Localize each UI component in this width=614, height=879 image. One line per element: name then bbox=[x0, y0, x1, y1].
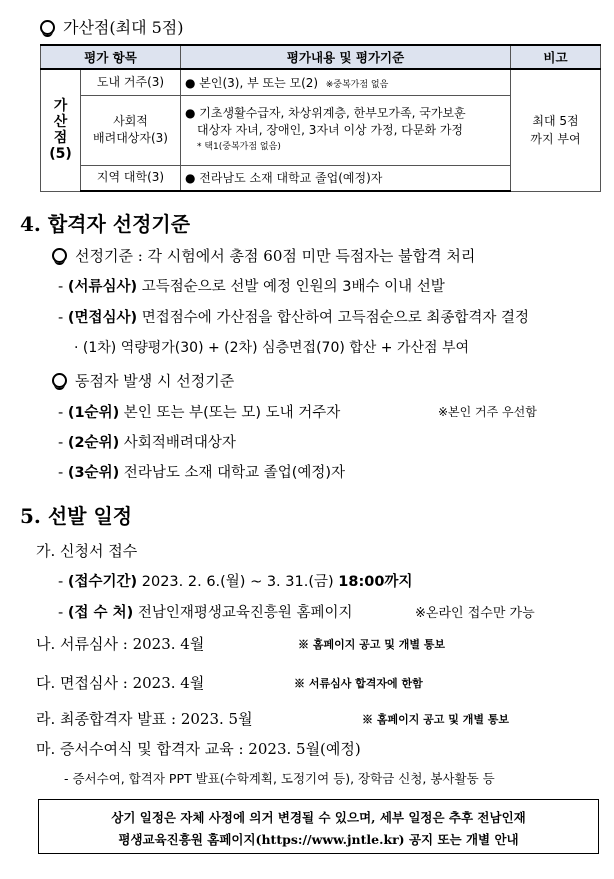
tie-heading-row bbox=[52, 370, 234, 391]
step-ma: 마. 증서수여식 및 합격자 교육 : 2023. 5월(예정) bbox=[36, 740, 361, 758]
doc-review-line: - (서류심사) 고득점순으로 선발 예정 인원의 3배수 이내 선발 bbox=[58, 279, 445, 295]
rank1-note: ※본인 거주 우선함 bbox=[438, 405, 537, 419]
table-row bbox=[41, 69, 601, 95]
formula-line: · (1차) 역량평가(30) + (2차) 심층면접(70) 합산 + 가산점 부여 bbox=[74, 340, 470, 356]
bonus-heading-row bbox=[40, 15, 184, 38]
notice-line2: 평생교육진흥원 홈페이지(https://www.jntle.kr) 공지 또는 개별 안내 bbox=[118, 832, 519, 847]
step-da-note: ※ 서류심사 합격자에 한함 bbox=[294, 677, 423, 690]
rank2-line: - (2순위) 사회적배려대상자 bbox=[58, 435, 236, 451]
step-ra: 라. 최종합격자 발표 : 2023. 5월 bbox=[36, 710, 253, 728]
rank1-line: - (1순위) 본인 또는 부(또는 모) 도내 거주자 bbox=[58, 405, 341, 421]
period-line: - (접수기간) 2023. 2. 6.(월) ~ 3. 31.(금) 18:00까지 bbox=[58, 574, 413, 590]
section4-title: 4. 합격자 선정기준 bbox=[20, 212, 191, 236]
side-label: 가 산 점 (5) bbox=[41, 69, 81, 191]
step-ma-detail: - 증서수여, 합격자 PPT 발표(수학계획, 도정기여 등), 장학금 신청, 봉사활동 등 bbox=[64, 771, 495, 786]
bonus-heading: 가산점(최대 5점) bbox=[63, 18, 184, 37]
place-line: - (접 수 처) 전남인재평생교육진흥원 홈페이지 bbox=[58, 605, 353, 621]
step-da: 다. 면접심사 : 2023. 4월 bbox=[36, 674, 205, 692]
header-content: 평가내용 및 평가기준 bbox=[181, 45, 511, 69]
notice-box bbox=[38, 799, 599, 854]
content-social: ● 기초생활수급자, 차상위계층, 한부모가족, 국가보훈 대상자 자녀, 장애인, 3자녀 이상 가정, 다문화 가정 * 택1(중복가점 없음) bbox=[181, 95, 511, 165]
step-na: 나. 서류심사 : 2023. 4월 bbox=[36, 635, 205, 653]
item-university: 지역 대학(3) bbox=[81, 165, 181, 191]
step-ra-note: ※ 홈페이지 공고 및 개별 통보 bbox=[362, 713, 510, 726]
criteria-heading-row bbox=[52, 245, 475, 266]
circle-bullet-icon bbox=[52, 248, 67, 263]
circle-bullet-icon bbox=[40, 20, 55, 35]
item-social: 사회적 배려대상자(3) bbox=[81, 95, 181, 165]
rank3-line: - (3순위) 전라남도 소재 대학교 졸업(예정)자 bbox=[58, 465, 346, 481]
remark-cell: 최대 5점 까지 부여 bbox=[511, 69, 601, 191]
item-residence: 도내 거주(3) bbox=[81, 69, 181, 95]
header-item: 평가 항목 bbox=[41, 45, 181, 69]
header-remark: 비고 bbox=[511, 45, 601, 69]
section5-title: 5. 선발 일정 bbox=[20, 504, 133, 528]
step-na-note: ※ 홈페이지 공고 및 개별 통보 bbox=[298, 638, 446, 651]
step-ga: 가. 신청서 접수 bbox=[36, 542, 138, 560]
bonus-table bbox=[40, 44, 601, 192]
criteria-heading: 선정기준 : 각 시험에서 총점 60점 미만 득점자는 불합격 처리 bbox=[75, 247, 476, 265]
interview-line: - (면접심사) 면접점수에 가산점을 합산하여 고득점순으로 최종합격자 결정 bbox=[58, 310, 529, 326]
tie-heading: 동점자 발생 시 선정기준 bbox=[75, 372, 235, 390]
notice-line1: 상기 일정은 자체 사정에 의거 변경될 수 있으며, 세부 일정은 추후 전남인재 bbox=[111, 810, 526, 825]
circle-bullet-icon bbox=[52, 373, 67, 388]
content-residence: ● 본인(3), 부 또는 모(2) ※중복가점 없음 bbox=[181, 69, 511, 95]
place-note: ※온라인 접수만 가능 bbox=[415, 606, 535, 621]
content-university: ● 전라남도 소재 대학교 졸업(예정)자 bbox=[181, 165, 511, 191]
